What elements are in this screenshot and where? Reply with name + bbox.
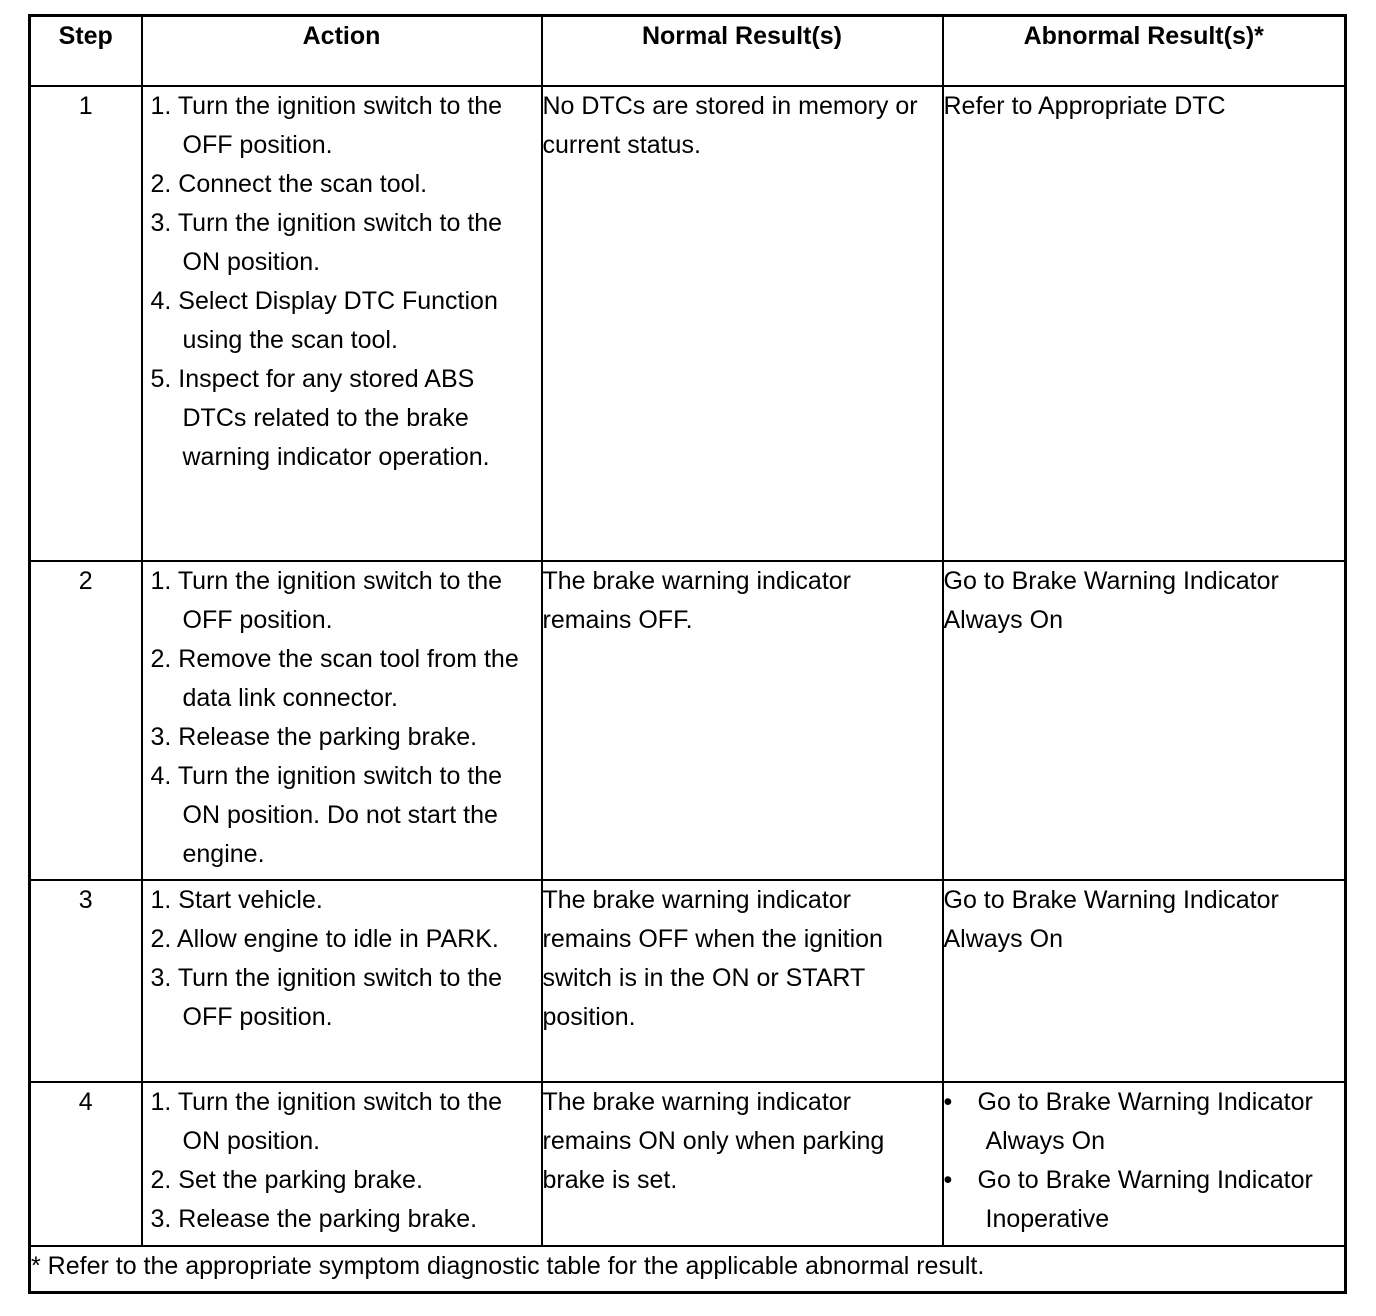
action-item: 2. Allow engine to idle in PARK. [150, 925, 499, 953]
action-cell [142, 561, 542, 880]
step-number: 4 [30, 1082, 142, 1246]
abnormal-result [943, 1082, 1346, 1246]
abnormal-result-list [944, 1083, 1345, 1239]
action-item: 4. Select Display DTC Function using the scan tool. [150, 287, 498, 354]
header-action: Action [142, 16, 542, 87]
table-row [30, 86, 1346, 561]
abnormal-result-text: Go to Brake Warning Indicator Inoperative [977, 1166, 1313, 1233]
action-cell [142, 1082, 542, 1246]
diagnostic-table [28, 14, 1347, 1294]
normal-result: The brake warning indicator remains OFF when the ignition switch is in the ON or START position. [542, 880, 943, 1082]
table-row [30, 561, 1346, 880]
table-row [30, 1082, 1346, 1246]
header-normal-results: Normal Result(s) [542, 16, 943, 87]
action-item: 1. Turn the ignition switch to the ON position. [150, 1088, 503, 1155]
action-item: 4. Turn the ignition switch to the ON position. Do not start the engine. [150, 762, 503, 868]
step-number: 2 [30, 561, 142, 880]
abnormal-result: Refer to Appropriate DTC [943, 86, 1346, 561]
step-number: 1 [30, 86, 142, 561]
action-cell [142, 86, 542, 561]
bullet-icon: • [943, 1166, 953, 1194]
step-number: 3 [30, 880, 142, 1082]
action-item: 1. Start vehicle. [150, 886, 323, 914]
action-list [143, 87, 541, 477]
header-row [30, 16, 1346, 87]
action-item: 2. Remove the scan tool from the data link connector. [150, 645, 519, 712]
bullet-icon: • [943, 1088, 953, 1116]
action-item: 3. Release the parking brake. [150, 1205, 478, 1233]
normal-result: The brake warning indicator remains ON only when parking brake is set. [542, 1082, 943, 1246]
header-abnormal-results: Abnormal Result(s)* [943, 16, 1346, 87]
normal-result: The brake warning indicator remains OFF. [542, 561, 943, 880]
action-item: 1. Turn the ignition switch to the OFF position. [150, 567, 503, 634]
action-item: 3. Turn the ignition switch to the ON position. [150, 209, 503, 276]
abnormal-result: Go to Brake Warning Indicator Always On [943, 880, 1346, 1082]
action-list [143, 562, 541, 874]
normal-result: No DTCs are stored in memory or current status. [542, 86, 943, 561]
abnormal-result-text: Go to Brake Warning Indicator Always On [977, 1088, 1313, 1155]
action-item: 2. Connect the scan tool. [150, 170, 428, 198]
action-list [143, 881, 541, 1037]
action-list [143, 1083, 541, 1239]
action-item: 2. Set the parking brake. [150, 1166, 423, 1194]
abnormal-result-item [944, 1083, 1345, 1161]
header-step: Step [30, 16, 142, 87]
footnote-row [30, 1246, 1346, 1292]
action-item: 5. Inspect for any stored ABS DTCs related to the brake warning indicator operation. [150, 365, 490, 471]
action-item: 3. Turn the ignition switch to the OFF position. [150, 964, 503, 1031]
action-item: 3. Release the parking brake. [150, 723, 478, 751]
table-row [30, 880, 1346, 1082]
abnormal-result-item [944, 1161, 1345, 1239]
footnote: * Refer to the appropriate symptom diagnostic table for the applicable abnormal result. [30, 1246, 1346, 1292]
abnormal-result: Go to Brake Warning Indicator Always On [943, 561, 1346, 880]
action-cell [142, 880, 542, 1082]
action-item: 1. Turn the ignition switch to the OFF position. [150, 92, 503, 159]
